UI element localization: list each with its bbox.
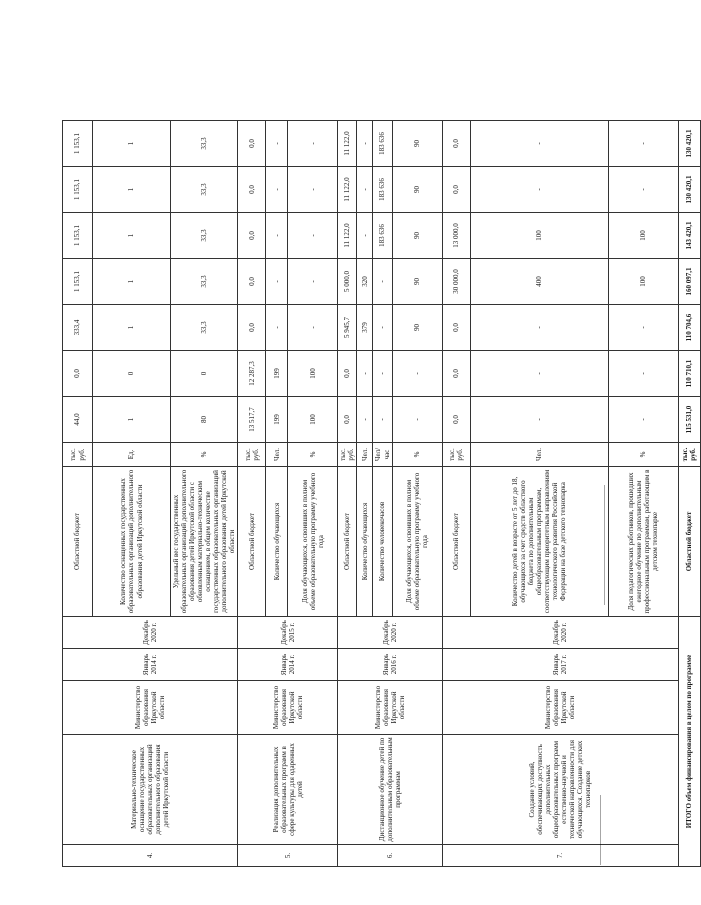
value-cell: - <box>470 305 608 351</box>
value-cell: 1 <box>93 121 171 167</box>
value-cell: 33,3 <box>171 305 238 351</box>
start-date: Январь 2017 г. <box>442 649 678 681</box>
item-number: 4. <box>63 845 238 867</box>
value-cell: - <box>266 121 288 167</box>
item-number: 6. <box>338 845 442 867</box>
value-cell: 0,0 <box>238 305 266 351</box>
value-cell: - <box>266 259 288 305</box>
indicator-name: Количество детей в возрасте от 5 лет до 18, обучающихся за счет средств областного бюджета по дополнительным общеобразовательным программам, соответствующим приоритетным направлениям технологического развития Российской Федерации на базе детского технопарка <box>470 467 608 617</box>
value-cell: - <box>288 305 338 351</box>
unit: тыс. руб. <box>238 443 266 467</box>
value-cell: 11 122,0 <box>338 121 357 167</box>
indicator-name: Количество обучающихся <box>357 467 373 617</box>
value-cell: 1 153,1 <box>63 259 93 305</box>
total-row <box>678 121 700 867</box>
value-cell: 0,0 <box>338 397 357 443</box>
value-cell: 5 945,7 <box>338 305 357 351</box>
value-cell: 100 <box>608 259 678 305</box>
value-cell: 0,0 <box>442 167 470 213</box>
value-cell: 1 <box>93 167 171 213</box>
value-cell: - <box>608 305 678 351</box>
start-date: Январь 2016 г. <box>338 649 442 681</box>
unit: % <box>288 443 338 467</box>
total-value: 110 704,6 <box>678 305 700 351</box>
activity-name: Материально-техническое оснащение государственных образовательных организаций дополнительного образования детей Иркутской области <box>63 735 238 845</box>
value-cell: - <box>608 397 678 443</box>
value-cell: 0,0 <box>442 397 470 443</box>
value-cell: 1 153,1 <box>63 167 93 213</box>
value-cell: 0 <box>93 351 171 397</box>
value-cell: 0,0 <box>238 121 266 167</box>
total-value: 115 531,0 <box>678 397 700 443</box>
value-cell: - <box>373 259 392 305</box>
value-cell: 0,0 <box>442 351 470 397</box>
value-cell: 5 000,0 <box>338 259 357 305</box>
value-cell: 1 <box>93 305 171 351</box>
indicator-name: Областной бюджет <box>442 467 470 617</box>
total-indicator: Областной бюджет <box>678 467 700 617</box>
value-cell: - <box>266 305 288 351</box>
value-cell: 0,0 <box>442 305 470 351</box>
unit: % <box>608 443 678 467</box>
value-cell: - <box>357 213 373 259</box>
total-label: ИТОГО объем финансирования в целом по программе <box>678 617 700 867</box>
value-cell: 30 000,0 <box>442 259 470 305</box>
unit: % <box>392 443 442 467</box>
unit: тыс. руб. <box>338 443 357 467</box>
value-cell: 379 <box>357 305 373 351</box>
value-cell: - <box>470 167 608 213</box>
value-cell: 0,0 <box>238 259 266 305</box>
value-cell: 33,3 <box>171 121 238 167</box>
value-cell: - <box>608 121 678 167</box>
value-cell: - <box>392 397 442 443</box>
value-cell: 1 <box>93 397 171 443</box>
value-cell: - <box>392 351 442 397</box>
value-cell: 0,0 <box>442 121 470 167</box>
value-cell: 100 <box>288 397 338 443</box>
value-cell: - <box>288 213 338 259</box>
indicator-name: Областной бюджет <box>338 467 357 617</box>
value-cell: - <box>608 167 678 213</box>
value-cell: 11 122,0 <box>338 167 357 213</box>
indicator-name: Областной бюджет <box>238 467 266 617</box>
value-cell: 320 <box>357 259 373 305</box>
unit: тыс. руб. <box>442 443 470 467</box>
value-cell: - <box>608 351 678 397</box>
value-cell: 90 <box>392 213 442 259</box>
unit: Ед. <box>93 443 171 467</box>
end-date: Декабрь 2015 г. <box>238 617 338 649</box>
unit: Чел/час <box>373 443 392 467</box>
end-date: Декабрь 2020 г. <box>338 617 442 649</box>
value-cell: - <box>373 305 392 351</box>
value-cell: 1 <box>93 259 171 305</box>
value-cell: 183 636 <box>373 213 392 259</box>
indicator-name: Областной бюджет <box>63 467 93 617</box>
indicator-name: Удельный вес государственных образовательных организаций дополнительного образования детей Иркутской области с обновленным материально-техническим оснащением, в общем количестве государственных образовательных организаций дополнительного образования детей Иркутской области <box>171 467 238 617</box>
item-number: 7. <box>442 845 678 867</box>
value-cell: 100 <box>470 213 608 259</box>
value-cell: 400 <box>470 259 608 305</box>
end-date: Декабрь 2020 г. <box>63 617 238 649</box>
value-cell: - <box>357 121 373 167</box>
unit: % <box>171 443 238 467</box>
value-cell: 0,0 <box>238 167 266 213</box>
value-cell: 11 122,0 <box>338 213 357 259</box>
value-cell: - <box>288 259 338 305</box>
total-value: 130 420,1 <box>678 167 700 213</box>
value-cell: - <box>266 167 288 213</box>
value-cell: 90 <box>392 167 442 213</box>
value-cell: - <box>357 351 373 397</box>
value-cell: - <box>266 213 288 259</box>
value-cell: - <box>373 397 392 443</box>
value-cell: 1 153,1 <box>63 213 93 259</box>
table-row <box>63 121 93 867</box>
value-cell: - <box>373 351 392 397</box>
total-value: 130 420,1 <box>678 121 700 167</box>
activity-name: Реализация дополнительных образовательных программ в сфере культуры для одаренных детей <box>238 735 338 845</box>
value-cell: - <box>357 167 373 213</box>
value-cell: - <box>357 397 373 443</box>
total-value: 110 710,1 <box>678 351 700 397</box>
value-cell: - <box>470 121 608 167</box>
value-cell: 0,0 <box>238 213 266 259</box>
value-cell: 199 <box>266 397 288 443</box>
activity-name: Создание условий, обеспечивающих доступность дополнительных общеобразовательных программ естественно-научной и технической направленности для обучающихся. Создание детских технопарков <box>442 735 678 845</box>
unit: Чел. <box>470 443 608 467</box>
value-cell: - <box>470 397 608 443</box>
value-cell: 183 636 <box>373 121 392 167</box>
value-cell: 100 <box>288 351 338 397</box>
value-cell: 0,0 <box>63 351 93 397</box>
unit: Чел. <box>266 443 288 467</box>
indicator-name: Количество оснащенных государственных образовательных организаций дополнительного образования детей Иркутской области <box>93 467 171 617</box>
value-cell: 33,3 <box>171 213 238 259</box>
value-cell: 199 <box>266 351 288 397</box>
executor: Министерство образования Иркутской области <box>63 681 238 735</box>
value-cell: 100 <box>608 213 678 259</box>
total-value: 160 097,1 <box>678 259 700 305</box>
value-cell: 33,3 <box>171 259 238 305</box>
value-cell: 0,0 <box>338 351 357 397</box>
indicator-name: Доля обучающихся, освоивших в полном объеме образовательную программу учебного года <box>288 467 338 617</box>
table-row <box>238 121 266 867</box>
total-value: 143 420,1 <box>678 213 700 259</box>
value-cell: 12 287,3 <box>238 351 266 397</box>
value-cell: 333,4 <box>63 305 93 351</box>
start-date: Январь 2014 г. <box>63 649 238 681</box>
table-row <box>442 121 470 867</box>
value-cell: 13 517,7 <box>238 397 266 443</box>
item-number: 5. <box>238 845 338 867</box>
total-unit: тыс. руб. <box>678 443 700 467</box>
value-cell: - <box>470 351 608 397</box>
value-cell: 33,3 <box>171 167 238 213</box>
indicator-name: Количество обучающихся <box>266 467 288 617</box>
table-row <box>338 121 357 867</box>
unit: тыс. руб. <box>63 443 93 467</box>
value-cell: 1 <box>93 213 171 259</box>
value-cell: 1 153,1 <box>63 121 93 167</box>
value-cell: 183 636 <box>373 167 392 213</box>
value-cell: 90 <box>392 121 442 167</box>
value-cell: 80 <box>171 397 238 443</box>
value-cell: 44,0 <box>63 397 93 443</box>
executor: Министерство образования Иркутской области <box>238 681 338 735</box>
value-cell: - <box>288 121 338 167</box>
value-cell: - <box>288 167 338 213</box>
executor: Министерство образования Иркутской области <box>442 681 678 735</box>
executor: Министерство образования Иркутской области <box>338 681 442 735</box>
value-cell: 90 <box>392 259 442 305</box>
value-cell: 0 <box>171 351 238 397</box>
value-cell: 13 000,0 <box>442 213 470 259</box>
end-date: Декабрь 2020 г. <box>442 617 678 649</box>
start-date: Январь 2014 г. <box>238 649 338 681</box>
indicator-name: Количество человекочасов <box>373 467 392 617</box>
indicator-name: Доля обучающихся, освоивших в полном объеме образовательную программу учебного года <box>392 467 442 617</box>
value-cell: 90 <box>392 305 442 351</box>
indicator-name: Доля педагогических работников, прошедших ежегодное обучение по дополнительным профессиональным программам, работающим в детском технопарке <box>608 467 678 617</box>
unit: Чел. <box>357 443 373 467</box>
activity-name: Дистанционное обучение детей по дополнительным образовательным программам <box>338 735 442 845</box>
